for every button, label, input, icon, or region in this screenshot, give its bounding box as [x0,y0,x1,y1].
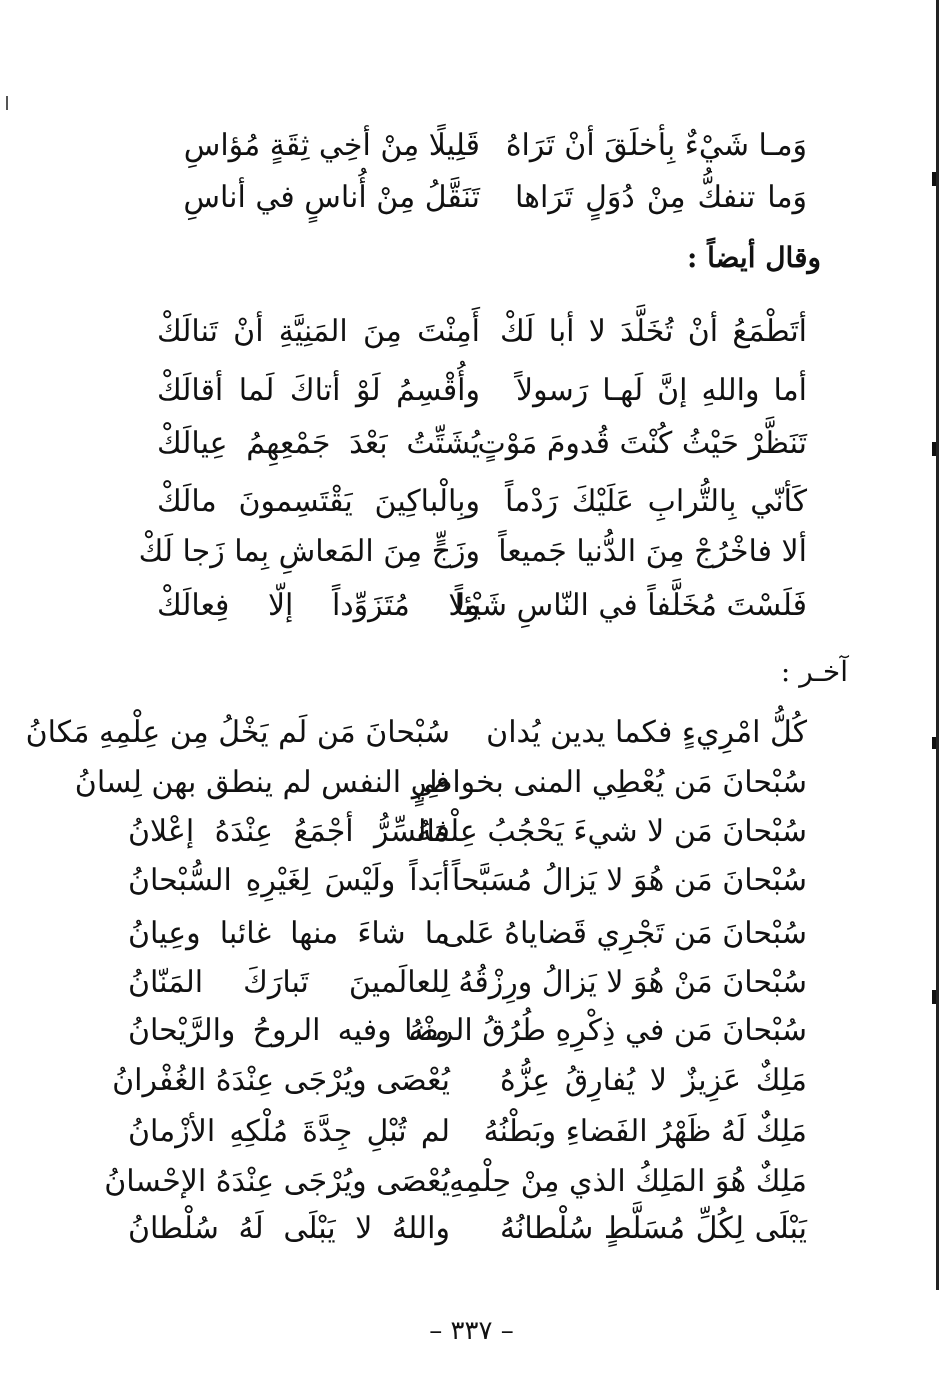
verse-line [0,178,943,218]
verse-line [0,424,943,464]
verse-line [0,812,943,852]
first-hemistich: سُبْحانَ مَن هُوَ لا يَزالُ مُسَبَّحاً [451,863,807,898]
second-hemistich: ولا مُتَزَوِّداً إلّا فِعالَكْ [157,588,480,623]
first-hemistich: وَمـا شَيْءٌ بِأخلَقَ أنْ تَرَاهُ [505,128,807,163]
second-hemistich: وبِالْباكِينَ يَقْتَسِمونَ مالَكْ [157,484,480,519]
first-hemistich: وَما تنفكُّ مِنْ دُوَلٍ تَرَاها [515,180,807,215]
first-hemistich: أما واللهِ إنَّ لَهـا رَسولاً [516,373,807,408]
verse-line [0,713,943,753]
verse-line [0,586,943,626]
verse-line [0,763,943,803]
second-hemistich: تَنَقَّلُ مِنْ أُناسٍ في أناسِ [183,180,480,215]
verse-line [0,963,943,1003]
first-hemistich: كَأنّي بِالتُّرابِ عَلَيْكَ رَدْماً [505,484,807,519]
first-hemistich: سُبْحانَ مَن في ذِكْرِهِ طُرُقُ الرضا [404,1013,807,1048]
first-hemistich: ألا فاخْرُجْ مِنَ الدُّنيا جَميعاً [498,534,807,569]
first-hemistich: فَلَسْتَ مُخَلَّفاً في النّاسِ شَيْئاً [454,588,807,623]
first-hemistich: سُبْحانَ مَنْ هُوَ لا يَزالُ ورِزْقُهُ [458,965,807,1000]
first-hemistich: مَلِكٌ عَزِيزٌ لا يُفارِقُ عِزُّهُ [500,1063,807,1098]
first-hemistich: سُبْحانَ مَن لا شيءَ يَحْجُبُ عِلْمَهُ [416,814,807,849]
second-hemistich: ما شاءَ منها غائبا وعِيانُ [128,916,450,951]
second-hemistich: وزَجٍّ مِنَ المَعاشِ بِما زَجا لَكْ [138,534,480,569]
second-hemistich: أَمِنْتَ مِنَ المَنِيَّةِ أنْ تَنالَكْ [157,314,480,349]
verse-line [0,861,943,901]
second-hemistich: مِنْهُ وفيه الروحُ والرَّيْحانُ [128,1013,450,1048]
second-hemistich: يُعْصَى ويُرْجَى عِنْدَهُ الغُفْرانُ [112,1063,450,1098]
first-hemistich: تَنَظَّرْ حَيْثُ كُنْتَ قُدومَ مَوْتٍ [477,426,807,461]
second-hemistich: في النفس لم ينطق بهن لِسانُ [74,765,450,800]
second-hemistich: واللهُ لا يَبْلَى لَهُ سُلْطانُ [128,1211,450,1246]
verse-line [0,1162,943,1202]
section-heading: آخـر : [780,655,848,688]
second-hemistich: سُبْحانَ مَن لَم يَخْلُ مِن عِلْمِهِ مَكانُ [25,715,450,750]
page-number: – ٣٣٧ – [429,1316,514,1346]
scan-speck [6,96,8,110]
verse-line [0,126,943,166]
verse-line [0,1061,943,1101]
second-hemistich: يُعْصَى ويُرْجَى عِنْدَهُ الإحْسانُ [104,1164,450,1199]
first-hemistich: مَلِكٌ لَهُ ظَهْرُ الفَضاءِ وبَطْنُهُ [483,1114,807,1149]
section-heading: وقال أيضاً : [687,241,821,274]
second-hemistich: لم تُبْلِ جِدَّةَ مُلْكِهِ الأزْمانُ [128,1114,450,1149]
first-hemistich: كُلُّ امْرِيءٍ فكما يدين يُدان [486,715,807,750]
first-hemistich: مَلِكٌ هُوَ المَلِكُ الذي مِنْ حِلْمِهِ [449,1164,807,1199]
verse-line [0,1112,943,1152]
second-hemistich: لِلعالَمينَ تَبارَكَ المَنّانُ [128,965,450,1000]
second-hemistich: يُشَتِّتُ بَعْدَ جَمْعِهِمُ عِيالَكْ [157,426,480,461]
verse-line [0,371,943,411]
verse-line [0,482,943,522]
verse-line [0,1011,943,1051]
second-hemistich: أبَداً ولَيْسَ لِغَيْرِهِ السُّبْحانُ [128,863,450,898]
verse-line [0,532,943,572]
first-hemistich: سُبْحانَ مَن يُعْطِي المنى بخواطِرٍ [411,765,807,800]
second-hemistich: فالسِّرُّ أجْمَعُ عِنْدَهُ إعْلانُ [128,814,450,849]
first-hemistich: سُبْحانَ مَن تَجْرِي قَضاياهُ عَلى [441,916,807,951]
second-hemistich: قَلِيلًا مِنْ أخِي ثِقَةٍ مُؤاسِ [183,128,480,163]
verse-line [0,312,943,352]
verse-line [0,1209,943,1249]
first-hemistich: أتَطْمَعُ أنْ تُخَلَّدَ لا أبا لَكْ [500,314,807,349]
first-hemistich: يَبْلَى لِكُلِّ مُسَلَّطٍ سُلْطانُهُ [500,1211,807,1246]
second-hemistich: وأُقْسِمُ لَوْ أتاكَ لَما أقالَكْ [157,373,480,408]
verse-line [0,914,943,954]
